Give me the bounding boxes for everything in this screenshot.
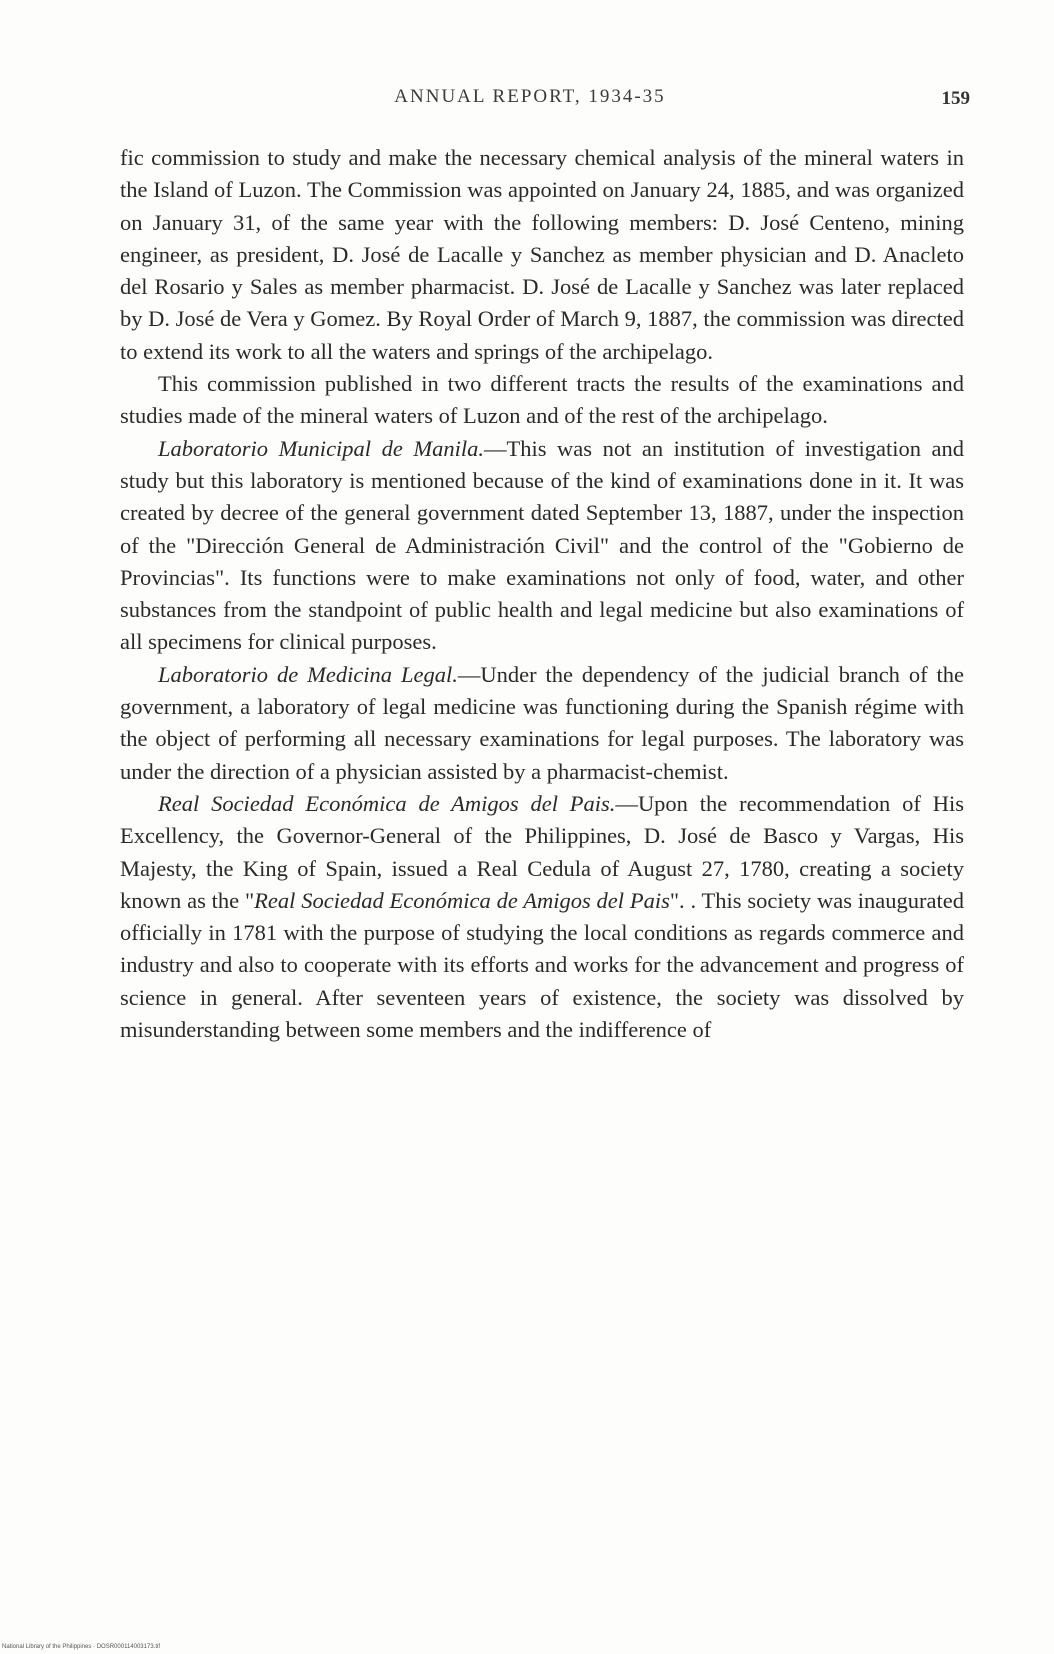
paragraph-text: —Upon the recommendation of His Excellency, the Governor-General of the Philippines, D. José de Basco y Vargas, His Majesty, the King of Spain, issued a Real Cedula of August 27, 1780, creating a society known as the " <box>120 790 964 913</box>
paragraph-text: This commission published in two different tracts the results of the examinations and studies made of the mineral waters of Luzon and of the rest of the archipelago. <box>120 371 964 429</box>
section-heading: Laboratorio Municipal de Manila. <box>158 435 484 461</box>
body-text <box>120 142 964 1046</box>
paragraph-text: —Under the dependency of the judicial branch of the government, a laboratory of legal medicine was functioning during the Spanish régime with the object of performing all necessary examinations for legal purposes. The laboratory was under the direction of a physician assisted by a pharmacist-chemist. <box>120 661 964 784</box>
page-number: 159 <box>941 88 970 109</box>
paragraph-real-sociedad <box>120 788 964 1046</box>
paragraph-text: —This was not an institution of investigation and study but this laboratory is mentioned because of the kind of examinations done in it. It was created by decree of the general government dated September 13, 1887, under the inspection of the "Dirección General de Administración Civil" and the control of the "Gobierno de Provincias". Its functions were to make examinations not only of food, water, and other substances from the standpoint of public health and legal medicine but also examinations of all specimens for clinical purposes. <box>120 435 964 655</box>
paragraph-commission-publications <box>120 368 964 433</box>
running-head <box>90 86 970 116</box>
paragraph-text: ". . This society was inaugurated officially in 1781 with the purpose of studying the local conditions as regards commerce and industry and also to cooperate with its efforts and works for the advancement and progress of science in general. After seventeen years of existence, the society was dissolved by misunderstanding between some members and the indifference of <box>120 887 964 1043</box>
paragraph-text: fic commission to study and make the necessary chemical analysis of the mineral waters in the Island of Luzon. The Commission was appointed on January 24, 1885, and was organized on January 31, of the same year with the following members: D. José Centeno, mining engineer, as president, D. José de Lacalle y Sanchez as member physician and D. Anacleto del Rosario y Sales as member pharmacist. D. José de Lacalle y Sanchez was later replaced by D. José de Vera y Gomez. By Royal Order of March 9, 1887, the commission was directed to extend its work to all the waters and springs of the archipelago. <box>120 145 964 364</box>
section-heading: Laboratorio de Medicina Legal. <box>158 661 458 687</box>
running-title: ANNUAL REPORT, 1934-35 <box>394 86 666 107</box>
paragraph-mineral-waters-commission <box>120 142 964 368</box>
section-heading: Real Sociedad Económica de Amigos del Pais. <box>158 790 616 816</box>
inline-italic-society-name: Real Sociedad Económica de Amigos del Pais <box>254 887 670 913</box>
scan-credit: National Library of the Philippines · DOSR000114003173.tif <box>2 1644 160 1650</box>
paragraph-laboratorio-municipal <box>120 433 964 659</box>
paragraph-laboratorio-medicina-legal <box>120 659 964 788</box>
